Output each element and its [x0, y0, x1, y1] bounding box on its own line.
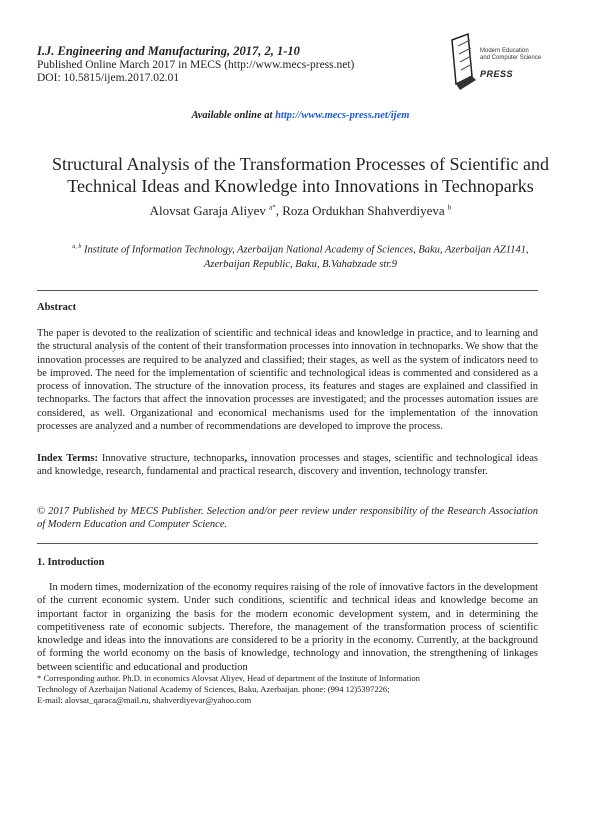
availability-line — [0, 110, 601, 121]
paper-title: Structural Analysis of the Transformation Processes of Scientific and Technical Ideas and Knowledge into Innovations in Technoparks — [52, 154, 549, 196]
publisher-logo — [450, 32, 550, 94]
journal-header — [37, 45, 354, 85]
journal-issue: 2017, 2, 1-10 — [230, 44, 300, 58]
journal-title: I.J. Engineering and Manufacturing, — [37, 44, 231, 58]
footnote-email: E-mail: alovsat_qaraca@mail.ru, shahverdiyevar@yahoo.com — [37, 694, 252, 705]
author-1-sup: a* — [269, 203, 276, 212]
affiliation: $^{a, b}$ Institute of Information Technology, Azerbaijan National Academy of Sciences, Baku, Azerbaijan AZ1141, Azerbaijan Republic, Baku, B.Vahabzade str.9 — [72, 244, 529, 270]
index-terms: Index Terms: Innovative structure, technoparks, innovation processes and stages, scientific and technological ideas and knowledge, research, fundamental and practical research, discovery and invention, technology transfer. — [37, 453, 538, 478]
logo-press: PRESS — [480, 69, 514, 79]
author-1: Alovsat Garaja Aliyev — [149, 203, 270, 218]
copyright-note: © 2017 Published by MECS Publisher. Selection and/or peer review under responsibility of the Research Association of Modern Education and Computer Science. — [37, 506, 538, 531]
logo-text: Modern Education and Computer Science — [480, 48, 542, 61]
availability-label: Available online at — [191, 110, 276, 121]
introduction-text: In modern times, modernization of the economy requires raising of the role of innovative factors in the development of the current economic system. Under such conditions, scientific and technical ideas and knowledge become an important factor in organizing the basis for the modern economic development system, and in determining the competitiveness rate of economic subjects. Therefore, the management of the transformation process of scientific knowledge and ideas into the innovations are considered to be a priority in the economy. Currently, at the background of forming the world economy on the basis of knowledge, technology and innovation, the strengthening of linkages between scientific and educational and production — [37, 582, 538, 673]
index-terms-label: Index Terms: — [37, 453, 98, 464]
book-stack-icon — [450, 32, 480, 92]
introduction-heading: 1. Introduction — [37, 557, 105, 568]
divider — [37, 290, 538, 291]
author-2: , Roza Ordukhan Shahverdiyeva — [275, 203, 448, 218]
doi[interactable]: DOI: 10.5815/ijem.2017.02.01 — [37, 72, 180, 84]
footnote: * Corresponding author. Ph.D. in economics Alovsat Aliyev, Head of department of the Institute of Information Technology of Azerbaijan National Academy of Sciences, Baku, Azerbaijan. phone: (994 12)5397226; E-mail: alovsat_qaraca@mail.ru, shahverdiyevar@yahoo.com — [37, 673, 538, 705]
abstract-text: The paper is devoted to the realization of scientific and technical ideas and knowledge in practice, and to learning and the structural analysis of the content of their transformation processes into innovation in technoparks. We show that the innovation processes are required to be analyzed and classified; their stages, as well as the system of indicators need to be improved. The need for the implementation of scientific and technological ideas is commented and considered as a process of innovation. The structure of the innovation process, its features and stages are explained and classified in technoparks. The factors that affect the innovation processes are investigated; and the processes automation issues are considered, as well. Organizational and economical mechanisms used for the implementation of the innovation processes are analyzed and a number of recommendations are developed to improve the process. — [37, 328, 538, 433]
affiliation-sup: a, b — [72, 244, 82, 250]
divider — [37, 543, 538, 544]
author-2-sup: b — [447, 203, 452, 212]
published-line: Published Online March 2017 in MECS (http://www.mecs-press.net) — [37, 59, 355, 71]
journal-url-link[interactable]: http://www.mecs-press.net/ijem — [275, 110, 410, 121]
abstract-heading: Abstract — [37, 302, 77, 313]
authors-line — [0, 203, 601, 219]
